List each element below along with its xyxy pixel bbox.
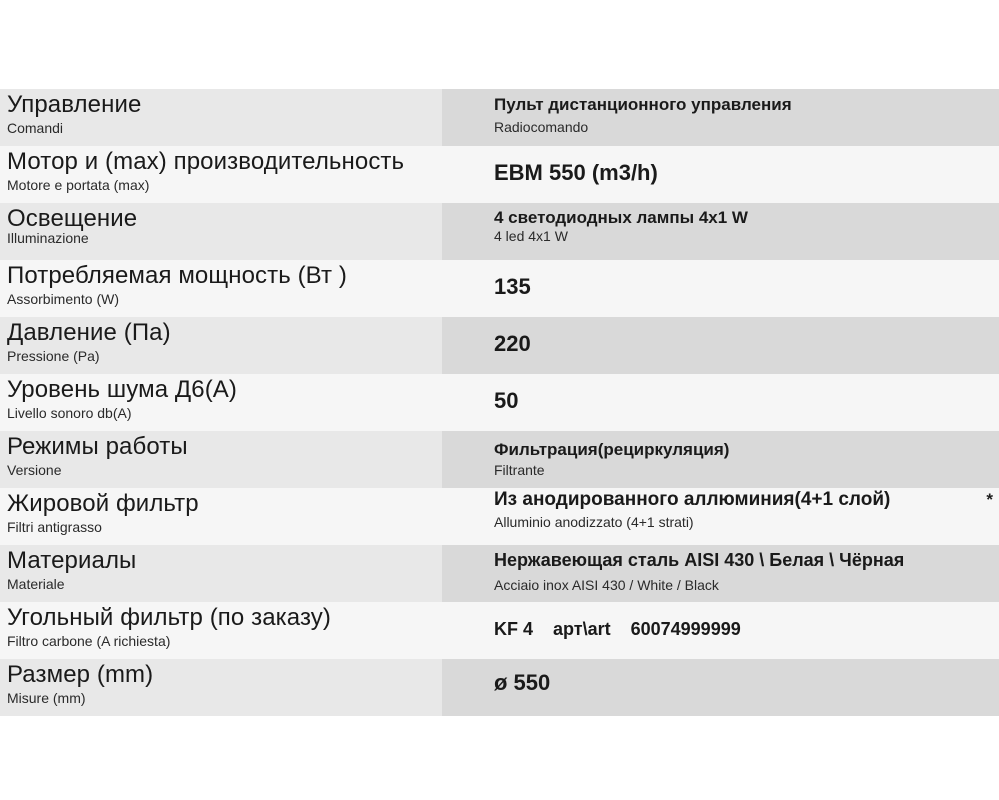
spec-value-cell (442, 89, 999, 146)
spec-value-ru: 4 светодиодных лампы 4x1 W (494, 208, 748, 227)
spec-label-it: Misure (mm) (7, 690, 86, 706)
spec-label-ru: Материалы (7, 547, 137, 574)
spec-value-ru: 220 (494, 331, 531, 356)
spec-label-it: Materiale (7, 576, 65, 592)
spec-row-size (0, 659, 999, 716)
spec-label-cell (0, 659, 442, 716)
spec-label-ru: Уровень шума Д6(А) (7, 376, 238, 403)
spec-value-cell (442, 374, 999, 431)
spec-label-cell (0, 602, 442, 659)
spec-value-it: Filtrante (494, 462, 545, 478)
spec-value-cell (442, 260, 999, 317)
spec-label-it: Motore e portata (max) (7, 177, 150, 193)
spec-label-cell (0, 146, 442, 203)
spec-label-ru: Жировой фильтр (7, 490, 199, 517)
spec-row-power (0, 260, 999, 317)
spec-label-ru: Потребляемая мощность (Вт ) (7, 262, 347, 289)
spec-row-materials (0, 545, 999, 602)
spec-label-it: Versione (7, 462, 62, 478)
spec-value-cell (442, 602, 999, 659)
spec-value-cell (442, 659, 999, 716)
spec-label-cell (0, 203, 442, 260)
spec-label-cell (0, 488, 442, 545)
spec-label-cell (0, 431, 442, 488)
spec-value-ru: Фильтрация(рециркуляция) (494, 440, 730, 459)
spec-value-cell (442, 431, 999, 488)
spec-label-it: Comandi (7, 120, 64, 136)
spec-value-it: Radiocomando (494, 119, 589, 135)
spec-label-it: Assorbimento (W) (7, 291, 120, 307)
spec-label-it: Illuminazione (7, 230, 89, 246)
spec-label-cell (0, 374, 442, 431)
spec-value-cell (442, 488, 999, 545)
spec-value-ru: EBM 550 (m3/h) (494, 160, 658, 185)
spec-value-cell (442, 317, 999, 374)
spec-label-it: Livello sonoro db(A) (7, 405, 132, 421)
spec-value-cell (442, 203, 999, 260)
spec-label-cell (0, 260, 442, 317)
spec-label-ru: Угольный фильтр (по заказу) (7, 604, 331, 631)
spec-row-motor (0, 146, 999, 203)
spec-row-mode (0, 431, 999, 488)
spec-label-ru: Мотор и (max) производительность (7, 148, 405, 175)
spec-value-ru: Пульт дистанционного управления (494, 95, 792, 114)
spec-value-ru: 50 (494, 388, 519, 413)
spec-row-grease-filter (0, 488, 999, 545)
spec-label-ru: Освещение (7, 205, 138, 232)
spec-row-carbon-filter (0, 602, 999, 659)
spec-label-it: Pressione (Pa) (7, 348, 100, 364)
spec-label-it: Filtri antigrasso (7, 519, 102, 535)
spec-label-ru: Управление (7, 91, 142, 118)
spec-label-ru: Режимы работы (7, 433, 188, 460)
spec-table (0, 89, 999, 716)
spec-label-ru: Размер (mm) (7, 661, 154, 688)
spec-label-it: Filtro carbone (A richiesta) (7, 633, 171, 649)
spec-row-lighting (0, 203, 999, 260)
spec-label-cell (0, 317, 442, 374)
spec-value-cell (442, 545, 999, 602)
spec-value-ru: ø 550 (494, 670, 551, 695)
footnote-asterisk: * (986, 490, 993, 509)
spec-value-ru: 135 (494, 274, 531, 299)
spec-value-it: 4 led 4x1 W (494, 228, 568, 244)
spec-label-cell (0, 545, 442, 602)
spec-value-ru: Нержавеющая сталь AISI 430 \ Белая \ Чёрная (494, 550, 905, 570)
spec-value-ru: KF 4 арт\art 60074999999 (494, 619, 741, 639)
spec-row-noise (0, 374, 999, 431)
spec-value-it: Acciaio inox AISI 430 / White / Black (494, 577, 719, 593)
spec-value-cell (442, 146, 999, 203)
spec-label-ru: Давление (Па) (7, 319, 171, 346)
spec-row-controls (0, 89, 999, 146)
spec-value-ru: Из анодированного аллюминия(4+1 слой) (494, 489, 891, 510)
spec-row-pressure (0, 317, 999, 374)
spec-label-cell (0, 89, 442, 146)
spec-value-it: Alluminio anodizzato (4+1 strati) (494, 514, 694, 530)
